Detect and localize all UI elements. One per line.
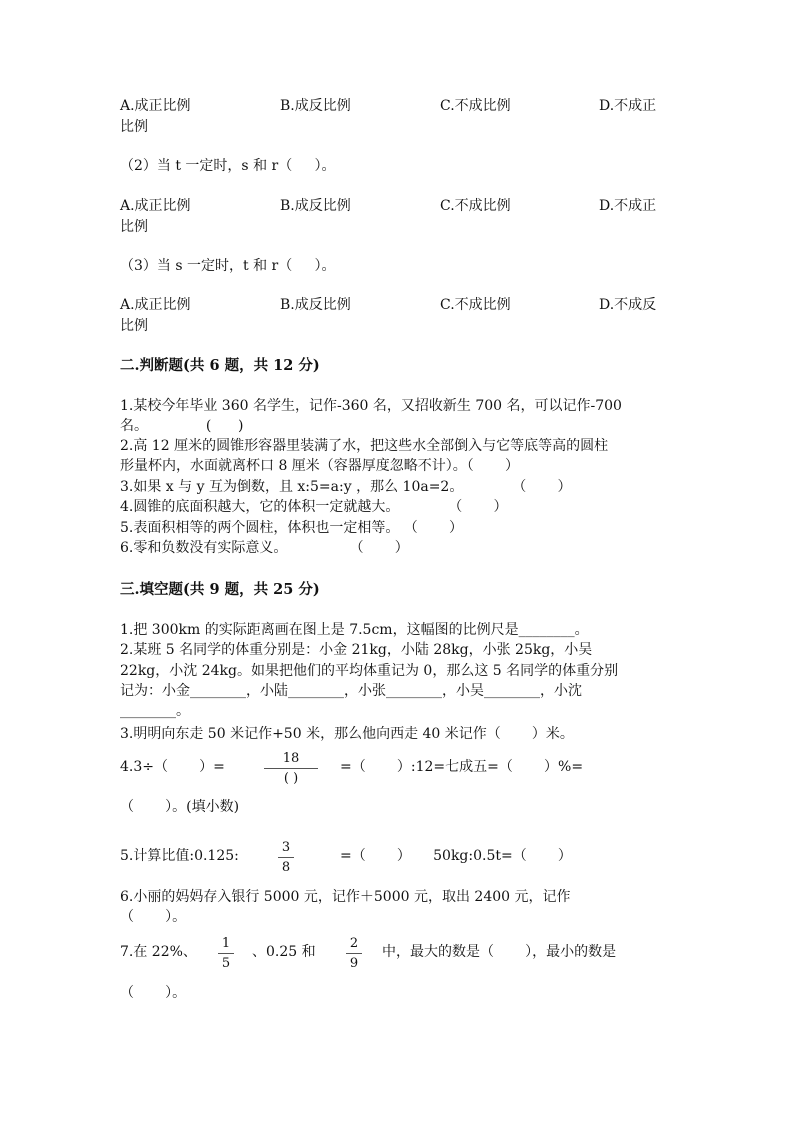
q7-tail: 中，最大的数是（ ），最小的数是 xyxy=(382,944,617,960)
question-3-stem: （3）当 s 一定时，t 和 r（ ）。 xyxy=(120,258,336,274)
judge-line: 4.圆锥的底面积越大，它的体积一定就越大。 （ ） xyxy=(120,499,508,515)
fraction-numerator: 1 xyxy=(221,936,231,951)
judge-line: 3.如果 x 与 y 互为倒数，且 x:5=a:y ，那么 10a=2。 （ ） xyxy=(120,479,572,495)
q5-fraction xyxy=(278,839,294,876)
fill-line: 22kg，小沈 24kg。如果把他们的平均体重记为 0，那么这 5 名同学的体重分别 xyxy=(120,663,619,679)
fraction-numerator: 3 xyxy=(281,840,291,855)
option-a: A.成正比例 xyxy=(120,297,191,313)
fraction-bar xyxy=(264,768,318,769)
option-b: B.成反比例 xyxy=(280,198,351,214)
fraction-numerator: 2 xyxy=(349,936,359,951)
option-c: C.不成比例 xyxy=(440,198,511,214)
q4-tail: =（ ）:12=七成五=（ ）%= xyxy=(340,759,584,775)
q6-line2: （ ）。 xyxy=(120,909,187,925)
option-b: B.成反比例 xyxy=(280,98,351,114)
fraction-denominator: 9 xyxy=(349,956,359,971)
fraction-bar xyxy=(346,953,362,954)
fraction-denominator: 8 xyxy=(281,860,291,875)
option-a: A.成正比例 xyxy=(120,98,191,114)
fill-line: 2.某班 5 名同学的体重分别是：小金 21kg，小陆 28kg，小张 25kg，小吴 xyxy=(120,642,593,658)
option-d-wrap: 比例 xyxy=(120,119,148,135)
option-d: D.不成正 xyxy=(599,98,657,114)
option-c: C.不成比例 xyxy=(440,297,511,313)
fraction-numerator: 18 xyxy=(282,751,300,766)
fill-line: ________。 xyxy=(120,703,190,719)
q6-line1: 6.小丽的妈妈存入银行 5000 元，记作＋5000 元，取出 2400 元，记作 xyxy=(120,889,571,905)
question-2-stem: （2）当 t 一定时，s 和 r（ ）。 xyxy=(120,158,336,174)
fill-line: 3.明明向东走 50 米记作+50 米，那么他向西走 40 米记作（ ）米。 xyxy=(120,726,574,742)
option-d: D.不成正 xyxy=(599,198,657,214)
option-a: A.成正比例 xyxy=(120,198,191,214)
q7-fraction-2 xyxy=(346,935,362,972)
fraction-denominator: 5 xyxy=(221,956,231,971)
judge-line: 1.某校今年毕业 360 名学生，记作-360 名，又招收新生 700 名，可以记作-700 xyxy=(120,398,622,414)
fill-line: 1.把 300km 的实际距离画在图上是 7.5cm，这幅图的比例尺是________。 xyxy=(120,622,589,638)
q7-mid: 、0.25 和 xyxy=(252,944,316,960)
judge-line: 5.表面积相等的两个圆柱，体积也一定相等。 （ ） xyxy=(120,520,463,536)
fraction-bar xyxy=(218,953,234,954)
q4-lead: 4.3÷（ ）= xyxy=(120,759,225,775)
section-3-title: 三.填空题(共 9 题，共 25 分) xyxy=(120,581,320,598)
judge-line: 名。 ( ) xyxy=(120,418,244,434)
q4-fraction xyxy=(264,750,318,787)
fraction-denominator: ( ) xyxy=(283,771,299,786)
fill-line: 记为：小金________，小陆________，小张________，小吴________，小沈 xyxy=(120,683,582,699)
q7-lead: 7.在 22%、 xyxy=(120,944,197,960)
q4-line2: （ ）。(填小数) xyxy=(120,799,240,815)
option-d-wrap: 比例 xyxy=(120,219,148,235)
q7-fraction-1 xyxy=(218,935,234,972)
judge-line: 形量杯内，水面就离杯口 8 厘米（容器厚度忽略不计）。（ ） xyxy=(120,458,519,474)
option-b: B.成反比例 xyxy=(280,297,351,313)
option-d-wrap: 比例 xyxy=(120,318,148,334)
section-2-title: 二.判断题(共 6 题，共 12 分) xyxy=(120,357,320,374)
q5-tail: =（ ） 50kg:0.5t=（ ） xyxy=(340,848,572,864)
q5-lead: 5.计算比值:0.125: xyxy=(120,848,239,864)
fraction-bar xyxy=(278,857,294,858)
option-d: D.不成反 xyxy=(599,297,657,313)
judge-line: 6.零和负数没有实际意义。 （ ） xyxy=(120,540,409,556)
option-c: C.不成比例 xyxy=(440,98,511,114)
q7-line2: （ ）。 xyxy=(120,985,187,1001)
judge-line: 2.高 12 厘米的圆锥形容器里装满了水，把这些水全部倒入与它等底等高的圆柱 xyxy=(120,438,609,454)
